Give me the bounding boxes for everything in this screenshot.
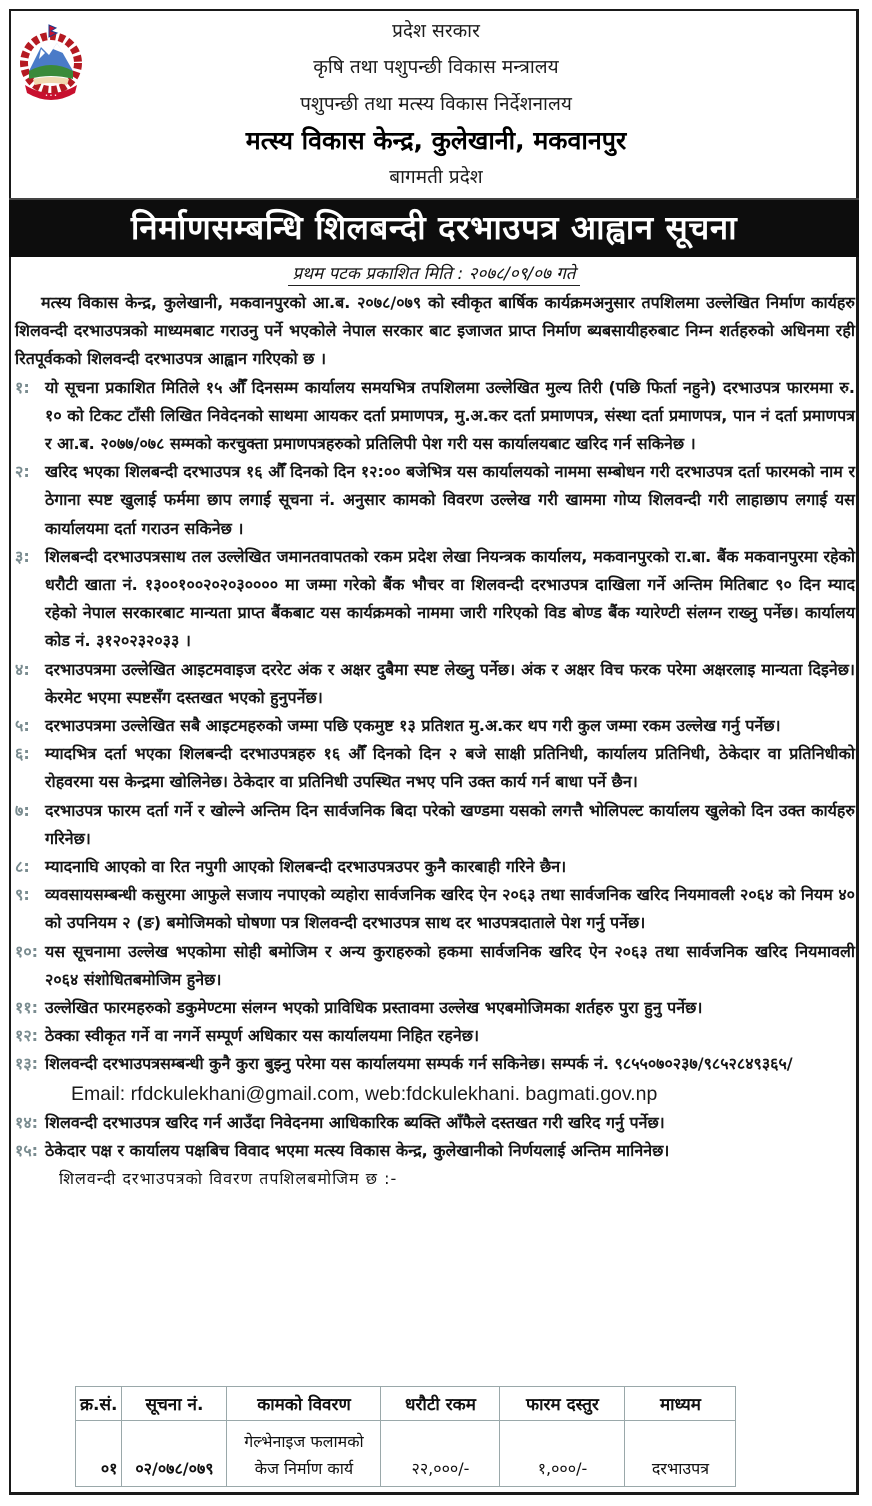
term-item <box>15 656 855 712</box>
term-number: १३: <box>15 1054 39 1074</box>
term-number: १२: <box>15 1026 39 1046</box>
term-text: दरभाउपत्र फारम दर्ता गर्ने र खोल्ने अन्तिम दिन सार्वजनिक बिदा परेको खण्डमा यसको लगत्तै भोलिपल्ट कार्यालय खुलेको दिन उक्त कार्यहरु गरिनेछ। <box>45 800 855 848</box>
header-notice-no: सूचना नं. <box>122 1387 227 1421</box>
term-text: खरिद भएका शिलबन्दी दरभाउपत्र १६ औँ दिनको दिन १२:०० बजेभित्र यस कार्यालयको नाममा सम्बोधन गरी दरभाउपत्र दर्ता फारमको नाम र ठेगाना स्पष्ट खुलाई फर्ममा छाप लगाई सूचना नं. अनुसार कामको विवरण उल्लेख गरी खाममा गोप्य शिलवन्दी गरी लाहाछाप लगाई यस कार्यालयमा दर्ता गराउन सकिनेछ । <box>45 462 855 538</box>
term-number: ६: <box>15 744 30 764</box>
term-text: म्यादभित्र दर्ता भएका शिलबन्दी दरभाउपत्रहरु १६ औँ दिनको दिन २ बजे साक्षी प्रतिनिधी, कार्यालय प्रतिनिधी, ठेकेदार वा प्रतिनिधीको रोहवरमा यस केन्द्रमा खोलिनेछ। ठेकेदार वा प्रतिनिधी उपस्थित नभए पनि उक्त कार्य गर्न बाधा पर्ने छैन। <box>45 744 855 792</box>
cell-deposit: २२,०००/- <box>381 1421 500 1487</box>
term-text: दरभाउपत्रमा उल्लेखित आइटमवाइज दररेट अंक र अक्षर दुबैमा स्पष्ट लेख्नु पर्नेछ। अंक र अक्षर विच फरक परेमा अक्षरलाइ मान्यता दिइनेछ। केरमेट भएमा स्पष्टसँग दस्तखत भएको हुनुपर्नेछ। <box>45 659 855 707</box>
notice-header <box>11 11 857 199</box>
term-item <box>15 853 855 881</box>
notice-body <box>15 289 855 1193</box>
term-item <box>15 1109 855 1137</box>
contact-line: Email: rfdckulekhani@gmail.com, web:fdckulekhani. bagmati.gov.np <box>71 1082 658 1105</box>
cell-notice-no: ०२/०७८/०७९ <box>122 1421 227 1487</box>
terms-list-continued <box>15 1109 855 1165</box>
term-item <box>15 938 855 994</box>
terms-list <box>15 374 855 1079</box>
term-text: शिलवन्दी दरभाउपत्रसम्बन्धी कुनै कुरा बुझ्नु परेमा यस कार्यालयमा सम्पर्क गर्न सकिनेछ। सम्पर्क नं. ९८५५०७०२३७/९८५२८४९३६५/ <box>45 1054 793 1074</box>
term-text: दरभाउपत्रमा उल्लेखित सबै आइटमहरुको जम्मा पछि एकमुष्ट १३ प्रतिशत मु.अ.कर थप गरी कुल जम्मा रकम उल्लेख गर्नु पर्नेछ। <box>45 716 781 736</box>
term-item <box>15 458 855 543</box>
table-row <box>76 1421 736 1487</box>
term-number: ११: <box>15 998 39 1018</box>
cell-work-description <box>227 1421 381 1487</box>
header-deposit: धरौटी रकम <box>381 1387 500 1421</box>
header-medium: माध्यम <box>625 1387 736 1421</box>
term-number: ४: <box>15 659 30 679</box>
directorate-line: पशुपन्छी तथा मत्स्य विकास निर्देशनालय <box>300 93 572 115</box>
term-item <box>15 712 855 740</box>
publication-date-text: प्रथम पटक प्रकाशित मिति : २०७८/०९/०७ गते <box>288 264 579 286</box>
term-number: १: <box>15 377 30 397</box>
table-header-row <box>76 1387 736 1421</box>
cell-form-fee: १,०००/- <box>500 1421 625 1487</box>
notice-title: निर्माणसम्बन्धि शिलबन्दी दरभाउपत्र आह्वान सूचना <box>130 208 738 247</box>
cell-serial: ०१ <box>76 1421 122 1487</box>
term-item <box>15 1022 855 1050</box>
term-item <box>15 881 855 937</box>
publication-date <box>11 261 857 284</box>
title-band <box>9 198 859 257</box>
term-number: ७: <box>15 800 30 820</box>
term-number: १५: <box>15 1140 39 1160</box>
notice-frame <box>9 9 859 1495</box>
term-item <box>15 1050 855 1078</box>
term-item <box>15 1137 855 1165</box>
term-text: यस सूचनामा उल्लेख भएकोमा सोही बमोजिम र अन्य कुराहरुको हकमा सार्वजनिक खरिद ऐन २०६३ तथा सार्वजनिक खरिद नियमावली २०६४ संशोधितबमोजिम हुनेछ। <box>45 941 855 989</box>
term-text: उल्लेखित फारमहरुको डकुमेण्टमा संलग्न भएको प्राविधिक प्रस्तावमा उल्लेख भएबमोजिमका शर्तहरु पुरा हुनु पर्नेछ। <box>45 998 703 1018</box>
nepal-emblem-icon <box>19 19 83 123</box>
province-line: बागमती प्रदेश <box>389 166 483 188</box>
office-name: मत्स्य विकास केन्द्र, कुलेखानी, मकवानपुर <box>245 126 627 155</box>
term-item <box>15 740 855 796</box>
header-form-fee: फारम दस्तुर <box>500 1387 625 1421</box>
ministry-line: कृषि तथा पशुपन्छी विकास मन्त्रालय <box>313 56 559 78</box>
cell-medium: दरभाउपत्र <box>625 1421 736 1487</box>
term-number: १०: <box>15 941 39 961</box>
term-number: ९: <box>15 885 30 905</box>
term-number: १४: <box>15 1112 39 1132</box>
header-work-description: कामको विवरण <box>227 1387 381 1421</box>
term-text: शिलवन्दी दरभाउपत्र खरिद गर्न आउँदा निवेदनमा आधिकारिक ब्यक्ति आँफैले दस्तखत गरी खरिद गर्नु पर्नेछ। <box>45 1112 665 1132</box>
table-intro: शिलवन्दी दरभाउपत्रको विवरण तपशिलबमोजिम छ :- <box>59 1169 398 1189</box>
term-item <box>15 994 855 1022</box>
term-number: ८: <box>15 857 30 877</box>
term-text: म्यादनाघि आएको वा रित नपुगी आएको शिलबन्दी दरभाउपत्रउपर कुनै कारबाही गरिने छैन। <box>45 857 567 877</box>
term-text: ठेकेदार पक्ष र कार्यालय पक्षबिच विवाद भएमा मत्स्य विकास केन्द्र, कुलेखानीको निर्णयलाई अन्तिम मानिनेछ। <box>45 1140 670 1160</box>
tender-table <box>75 1386 736 1487</box>
term-text: यो सूचना प्रकाशित मितिले १५ औँ दिनसम्म कार्यालय समयभित्र तपशिलमा उल्लेखित मुल्य तिरी (पछि फिर्ता नहुने) दरभाउपत्र फारममा रु. १० को टिकट टाँसी लिखित निवेदनको साथमा आयकर दर्ता प्रमाणपत्र, मु.अ.कर दर्ता प्रमाणपत्र, संस्था दर्ता प्रमाणपत्र, पान नं दर्ता प्रमाणपत्र र आ.ब. २०७७/०७८ सम्मको करचुक्ता प्रमाणपत्रहरुको प्रतिलिपी पेश गरी यस कार्यालयबाट खरिद गर्न सकिनेछ । <box>45 377 855 454</box>
term-item <box>15 797 855 853</box>
term-text: शिलबन्दी दरभाउपत्रसाथ तल उल्लेखित जमानतवापतको रकम प्रदेश लेखा नियन्त्रक कार्यालय, मकवानपुरको रा.बा. बैंक मकवानपुरमा रहेको धरौटी खाता नं. १३००१००२०२०३०००० मा जम्मा गरेको बैंक भौचर वा शिलवन्दी दरभाउपत्र दाखिला गर्ने अन्तिम मितिबाट ९० दिन म्याद रहेको नेपाल सरकारबाट मान्यता प्राप्त बैंकबाट यस कार्यक्रमको नाममा जारी गरिएको विड बोण्ड बैंक ग्यारेण्टी संलग्न राख्नु पर्नेछ। कार्यालय कोड नं. ३१२०२३२०३३ । <box>45 546 855 651</box>
header-serial: क्र.सं. <box>76 1387 122 1421</box>
term-number: ३: <box>15 546 30 566</box>
term-number: ५: <box>15 716 30 736</box>
term-text: ठेक्का स्वीकृत गर्ने वा नगर्ने सम्पूर्ण अधिकार यस कार्यालयमा निहित रहनेछ। <box>45 1026 480 1046</box>
intro-paragraph: मत्स्य विकास केन्द्र, कुलेखानी, मकवानपुरको आ.ब. २०७८/०७९ को स्वीकृत बार्षिक कार्यक्रमअनुसार तपशिलमा उल्लेखित निर्माण कार्यहरु शिलवन्दी दरभाउपत्रको माध्यमबाट गराउनु पर्ने भएकोले नेपाल सरकार बाट इजाजत प्राप्त निर्माण ब्यबसायीहरुबाट निम्न शर्तहरुको अधिनमा रही रितपूर्वकको शिलवन्दी दरभाउपत्र आह्वान गरिएको छ । <box>15 293 855 369</box>
cropped-previous-text <box>0 0 872 8</box>
term-item <box>15 543 855 656</box>
work-line-1: गेल्भेनाइज फलामको <box>244 1432 364 1451</box>
svg-text:• • •: • • • <box>44 93 58 99</box>
term-text: व्यवसायसम्बन्धी कसुरमा आफुले सजाय नपाएको व्यहोरा सार्वजनिक खरिद ऐन २०६३ तथा सार्वजनिक खरिद नियमावली २०६४ को नियम ४० को उपनियम २ (ङ) बमोजिमको घोषणा पत्र शिलवन्दी दरभाउपत्र साथ दर भाउपत्रदाताले पेश गर्नु पर्नेछ। <box>45 885 855 933</box>
work-line-2: केज निर्माण कार्य <box>254 1459 354 1478</box>
term-item <box>15 374 855 459</box>
term-number: २: <box>15 462 30 482</box>
government-line: प्रदेश सरकार <box>392 20 480 42</box>
